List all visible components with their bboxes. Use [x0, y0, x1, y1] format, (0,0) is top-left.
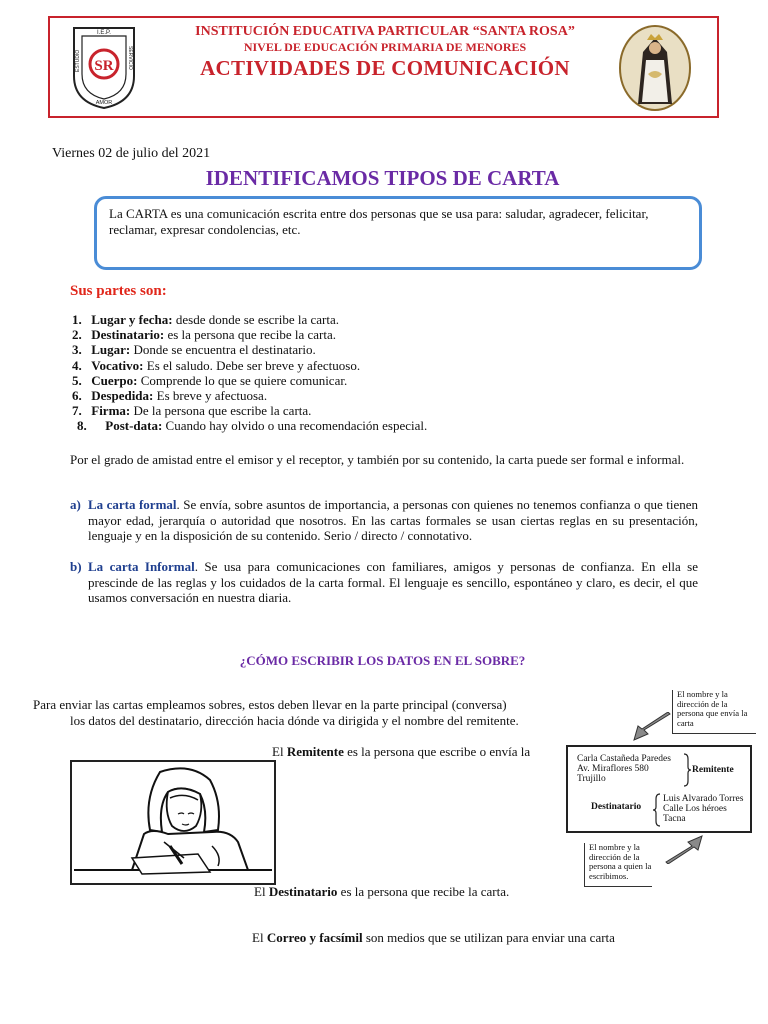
envelope-diagram	[566, 745, 752, 833]
list-term: Lugar y fecha:	[91, 312, 173, 327]
sender-line-1: Carla Castañeda Paredes	[577, 754, 671, 764]
destinatario-post: es la persona que recibe la carta.	[337, 884, 510, 899]
list-term: Cuerpo:	[91, 372, 138, 388]
list-number: 5.	[72, 372, 82, 388]
recipient-note: El nombre y la dirección de la persona a quien la escribimos.	[584, 843, 652, 887]
list-item	[72, 312, 732, 327]
list-number: 8.	[77, 418, 87, 434]
correo-line	[252, 930, 615, 946]
correo-pre: El	[252, 930, 267, 945]
list-desc: Es breve y afectuosa.	[153, 388, 268, 404]
destinatario-line	[254, 884, 509, 900]
list-desc: Es el saludo. Debe ser breve y afectuoso.	[143, 357, 361, 373]
recipient-line-1: Luis Alvarado Torres	[663, 794, 744, 804]
list-term: Despedida:	[91, 388, 154, 404]
list-desc: desde donde se escribe la carta.	[172, 312, 340, 327]
envelope-paragraph	[33, 697, 553, 728]
type-desc: . Se usa para comunicaciones con familiares, amigos y personas de confianza. En ella se prescinde de las reglas y los cuidados de la carta formal. El lenguaje es sencillo, espontáneo y claro, es decir, el que usamos conversación en nuestra diaria.	[88, 559, 698, 605]
crest-bottom-text: AMOR	[95, 100, 113, 106]
type-letter: a)	[70, 497, 81, 512]
crest-top-text: I.E.P.	[97, 30, 111, 36]
virgin-image	[618, 24, 692, 112]
type-letter: b)	[70, 559, 82, 574]
remitente-post: es la persona que escribe o envía la	[343, 744, 531, 759]
list-desc: De la persona que escribe la carta.	[130, 403, 312, 419]
type-term: La carta Informal	[88, 559, 195, 574]
list-term: Firma:	[91, 403, 131, 419]
recipient-line-3: Tacna	[663, 814, 686, 824]
list-desc: Cuando hay olvido o una recomendación especial.	[162, 418, 428, 434]
institution-name: INSTITUCIÓN EDUCATIVA PARTICULAR “SANTA ROSA”	[195, 24, 575, 39]
definition-text: La CARTA es una comunicación escrita entre dos personas que se usa para: saludar, agradecer, felicitar, reclamar, expresar condolencias, etc.	[109, 206, 649, 237]
sender-brace-icon	[682, 753, 692, 787]
girl-writing-drawing	[72, 762, 274, 883]
parts-list	[72, 312, 732, 434]
list-desc: es la persona que recibe la carta.	[164, 327, 336, 343]
correo-term: Correo y facsímil	[266, 930, 363, 945]
remitente-pre: El	[272, 744, 287, 759]
crest-monogram: SR	[94, 58, 114, 74]
activities-title: ACTIVIDADES DE COMUNICACIÓN	[200, 56, 570, 80]
sender-line-3: Trujillo	[577, 774, 606, 784]
type-desc: . Se envía, sobre asuntos de importancia, a personas con quienes no tenemos confianza o que tienen mayor edad, jerarquía o autoridad que nosotros. En las cartas formales se usan ciertas reglas en su presentación, lenguaje y en la disposición de su contenido. Serio / directo / connotativo.	[88, 497, 698, 543]
destinatario-term: Destinatario	[268, 884, 338, 899]
parts-heading: Sus partes son:	[70, 283, 167, 299]
list-desc: Comprende lo que se quiere comunicar.	[137, 372, 348, 388]
recipient-brace-icon	[652, 793, 662, 827]
list-term: Vocativo:	[91, 357, 144, 373]
envelope-paragraph-line1: Para enviar las cartas empleamos sobres, estos deben llevar en la parte principal (conversa)	[33, 697, 507, 712]
type-formal	[70, 497, 698, 544]
list-number: 7.	[72, 403, 82, 419]
girl-writing-illustration	[70, 760, 276, 885]
destinatario-pre: El	[254, 884, 269, 899]
list-item	[72, 342, 732, 357]
list-desc: Donde se encuentra el destinatario.	[130, 342, 316, 358]
list-number: 6.	[72, 388, 82, 404]
crest-left-text: ESTUDIO	[75, 49, 81, 72]
list-number: 2.	[72, 327, 82, 343]
list-number: 1.	[72, 312, 82, 327]
sender-label: Remitente	[692, 765, 734, 775]
list-term: Post-data:	[105, 418, 163, 434]
list-item	[72, 358, 732, 373]
recipient-line-2: Calle Los héroes	[663, 804, 727, 814]
sender-line-2: Av. Miraflores 580	[577, 764, 649, 774]
list-number: 3.	[72, 342, 82, 358]
definition-box	[94, 196, 702, 270]
page-title: IDENTIFICAMOS TIPOS DE CARTA	[205, 166, 560, 190]
list-item	[72, 327, 732, 342]
school-crest-logo	[70, 24, 138, 110]
intro-paragraph: Por el grado de amistad entre el emisor y el receptor, y también por su contenido, la carta puede ser formal e informal.	[70, 452, 685, 467]
list-item	[72, 403, 732, 418]
envelope-question: ¿CÓMO ESCRIBIR LOS DATOS EN EL SOBRE?	[239, 653, 526, 668]
crest-right-text: SERVICIO	[127, 46, 133, 70]
sender-note: El nombre y la dirección de la persona que envía la carta	[672, 690, 756, 734]
list-item	[72, 418, 732, 433]
list-item	[72, 373, 732, 388]
remitente-term: Remitente	[286, 744, 344, 759]
correo-post: son medios que se utilizan para enviar una carta	[362, 930, 615, 945]
list-term: Lugar:	[91, 342, 131, 358]
arrow-to-sender-icon	[630, 712, 674, 742]
recipient-label: Destinatario	[591, 802, 642, 812]
list-number: 4.	[72, 357, 82, 373]
envelope-paragraph-rest: los datos del destinatario, dirección hacia dónde va dirigida y el nombre del remitente.	[70, 712, 519, 728]
date-line: Viernes 02 de julio del 2021	[52, 146, 211, 161]
remitente-line	[272, 744, 530, 760]
arrow-to-recipient-icon	[662, 834, 706, 864]
type-informal	[70, 559, 698, 606]
list-item	[72, 388, 732, 403]
list-term: Destinatario:	[91, 327, 165, 343]
institution-level: NIVEL DE EDUCACIÓN PRIMARIA DE MENORES	[243, 40, 527, 54]
type-term: La carta formal	[88, 497, 177, 512]
